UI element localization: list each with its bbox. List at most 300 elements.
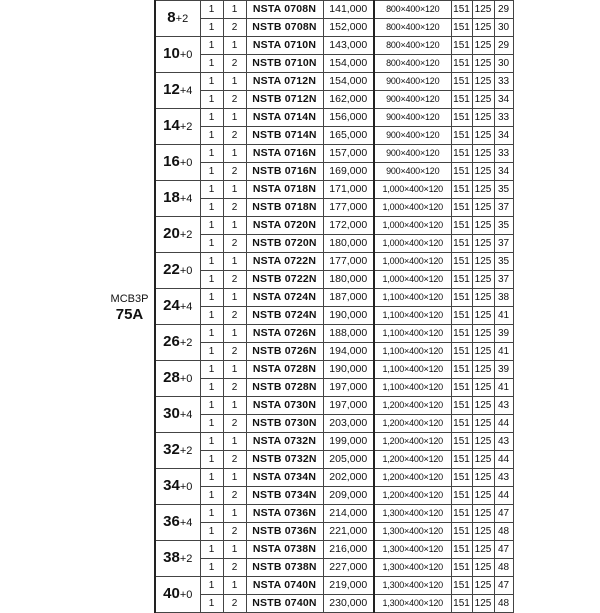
table-row [105, 397, 513, 415]
col-c3-cell: 48 [494, 559, 513, 577]
size-cell [155, 541, 200, 577]
size-suffix: +2 [179, 553, 193, 565]
col-a-cell: 1 [200, 253, 223, 271]
col-c1-cell: 151 [451, 325, 472, 343]
col-c2-cell: 125 [472, 289, 494, 307]
price-cell: 219,000 [323, 577, 374, 595]
size-value: 24 [163, 297, 180, 314]
col-c3-cell: 29 [494, 37, 513, 55]
group-amperage: 75A [115, 305, 144, 323]
col-c1-cell: 151 [451, 559, 472, 577]
col-b-cell: 1 [223, 253, 246, 271]
col-c2-cell: 125 [472, 541, 494, 559]
size-value: 10 [163, 45, 180, 62]
col-b-cell: 2 [223, 487, 246, 505]
size-cell [155, 37, 200, 73]
col-c3-cell: 35 [494, 181, 513, 199]
col-c2-cell: 125 [472, 325, 494, 343]
size-cell [155, 289, 200, 325]
model-code-cell: NSTB 0718N [246, 199, 323, 217]
col-b-cell: 1 [223, 397, 246, 415]
col-b-cell: 2 [223, 91, 246, 109]
model-code-cell: NSTA 0724N [246, 289, 323, 307]
col-a-cell: 1 [200, 469, 223, 487]
col-c3-cell: 35 [494, 217, 513, 235]
size-cell [155, 253, 200, 289]
size-suffix: +4 [179, 85, 193, 97]
col-c1-cell: 151 [451, 415, 472, 433]
col-c2-cell: 125 [472, 433, 494, 451]
price-cell: 194,000 [323, 343, 374, 361]
dimensions-cell: 1,100×400×120 [374, 289, 451, 307]
col-c2-cell: 125 [472, 505, 494, 523]
dimensions-cell: 900×400×120 [374, 109, 451, 127]
col-a-cell: 1 [200, 289, 223, 307]
col-a-cell: 1 [200, 325, 223, 343]
price-cell: 190,000 [323, 307, 374, 325]
col-c2-cell: 125 [472, 55, 494, 73]
size-cell [155, 73, 200, 109]
dimensions-cell: 1,000×400×120 [374, 235, 451, 253]
col-c2-cell: 125 [472, 523, 494, 541]
price-cell: 172,000 [323, 217, 374, 235]
col-c3-cell: 44 [494, 451, 513, 469]
dimensions-cell: 1,000×400×120 [374, 217, 451, 235]
size-suffix: +2 [179, 121, 193, 133]
table-row [105, 145, 513, 163]
col-a-cell: 1 [200, 235, 223, 253]
col-c1-cell: 151 [451, 217, 472, 235]
col-c3-cell: 47 [494, 541, 513, 559]
size-value: 18 [163, 189, 180, 206]
size-suffix: +4 [179, 301, 193, 313]
table-row [105, 469, 513, 487]
dimensions-cell: 1,100×400×120 [374, 379, 451, 397]
col-c3-cell: 41 [494, 343, 513, 361]
price-cell: 180,000 [323, 235, 374, 253]
col-c1-cell: 151 [451, 271, 472, 289]
price-cell: 188,000 [323, 325, 374, 343]
col-a-cell: 1 [200, 109, 223, 127]
table-row [105, 37, 513, 55]
size-suffix: +0 [179, 589, 193, 601]
col-c3-cell: 33 [494, 73, 513, 91]
col-c1-cell: 151 [451, 577, 472, 595]
dimensions-cell: 1,000×400×120 [374, 253, 451, 271]
model-code-cell: NSTB 0712N [246, 91, 323, 109]
col-b-cell: 1 [223, 289, 246, 307]
dimensions-cell: 1,200×400×120 [374, 469, 451, 487]
size-suffix: +0 [179, 481, 193, 493]
col-c2-cell: 125 [472, 469, 494, 487]
col-c1-cell: 151 [451, 469, 472, 487]
price-cell: 141,000 [323, 1, 374, 19]
col-b-cell: 1 [223, 145, 246, 163]
col-c3-cell: 43 [494, 469, 513, 487]
col-c2-cell: 125 [472, 559, 494, 577]
col-b-cell: 1 [223, 217, 246, 235]
model-code-cell: NSTB 0722N [246, 271, 323, 289]
dimensions-cell: 1,000×400×120 [374, 199, 451, 217]
col-a-cell: 1 [200, 397, 223, 415]
model-code-cell: NSTB 0734N [246, 487, 323, 505]
col-c3-cell: 34 [494, 127, 513, 145]
col-c3-cell: 47 [494, 577, 513, 595]
dimensions-cell: 1,300×400×120 [374, 523, 451, 541]
size-cell [155, 577, 200, 613]
size-value: 22 [163, 261, 180, 278]
col-c2-cell: 125 [472, 19, 494, 37]
model-code-cell: NSTB 0738N [246, 559, 323, 577]
price-cell: 165,000 [323, 127, 374, 145]
col-c3-cell: 30 [494, 55, 513, 73]
col-a-cell: 1 [200, 73, 223, 91]
col-c1-cell: 151 [451, 127, 472, 145]
col-c2-cell: 125 [472, 343, 494, 361]
dimensions-cell: 800×400×120 [374, 19, 451, 37]
col-c1-cell: 151 [451, 199, 472, 217]
col-b-cell: 1 [223, 37, 246, 55]
col-c1-cell: 151 [451, 541, 472, 559]
dimensions-cell: 900×400×120 [374, 127, 451, 145]
size-suffix: +2 [179, 229, 193, 241]
col-b-cell: 1 [223, 433, 246, 451]
size-value: 14 [163, 117, 180, 134]
spec-table-sheet [105, 0, 513, 609]
price-cell: 162,000 [323, 91, 374, 109]
size-value: 30 [163, 405, 180, 422]
col-c3-cell: 41 [494, 307, 513, 325]
col-c2-cell: 125 [472, 487, 494, 505]
col-a-cell: 1 [200, 487, 223, 505]
size-suffix: +4 [179, 193, 193, 205]
col-c1-cell: 151 [451, 73, 472, 91]
size-value: 32 [163, 441, 180, 458]
col-c1-cell: 151 [451, 55, 472, 73]
dimensions-cell: 1,300×400×120 [374, 541, 451, 559]
spec-table [105, 0, 514, 613]
col-c1-cell: 151 [451, 343, 472, 361]
price-cell: 197,000 [323, 379, 374, 397]
dimensions-cell: 1,100×400×120 [374, 307, 451, 325]
table-row [105, 109, 513, 127]
table-row [105, 289, 513, 307]
col-c3-cell: 35 [494, 253, 513, 271]
price-cell: 203,000 [323, 415, 374, 433]
col-a-cell: 1 [200, 1, 223, 19]
size-cell [155, 181, 200, 217]
col-c2-cell: 125 [472, 181, 494, 199]
col-c1-cell: 151 [451, 1, 472, 19]
col-c3-cell: 39 [494, 361, 513, 379]
col-a-cell: 1 [200, 433, 223, 451]
dimensions-cell: 1,300×400×120 [374, 559, 451, 577]
col-c1-cell: 151 [451, 433, 472, 451]
size-cell [155, 1, 200, 37]
price-cell: 197,000 [323, 397, 374, 415]
model-code-cell: NSTA 0726N [246, 325, 323, 343]
col-c2-cell: 125 [472, 361, 494, 379]
dimensions-cell: 1,100×400×120 [374, 325, 451, 343]
dimensions-cell: 800×400×120 [374, 1, 451, 19]
size-suffix: +4 [179, 409, 193, 421]
price-cell: 187,000 [323, 289, 374, 307]
col-c3-cell: 29 [494, 1, 513, 19]
col-c3-cell: 44 [494, 415, 513, 433]
col-c3-cell: 48 [494, 523, 513, 541]
col-c2-cell: 125 [472, 415, 494, 433]
price-cell: 216,000 [323, 541, 374, 559]
col-a-cell: 1 [200, 559, 223, 577]
col-c3-cell: 33 [494, 109, 513, 127]
col-b-cell: 1 [223, 325, 246, 343]
size-suffix: +0 [179, 157, 193, 169]
col-c1-cell: 151 [451, 163, 472, 181]
size-suffix: +2 [179, 445, 193, 457]
size-suffix: +2 [179, 337, 193, 349]
col-b-cell: 2 [223, 343, 246, 361]
price-cell: 171,000 [323, 181, 374, 199]
dimensions-cell: 1,200×400×120 [374, 487, 451, 505]
col-c1-cell: 151 [451, 145, 472, 163]
col-a-cell: 1 [200, 271, 223, 289]
col-c1-cell: 151 [451, 451, 472, 469]
col-b-cell: 2 [223, 451, 246, 469]
col-c1-cell: 151 [451, 307, 472, 325]
col-b-cell: 1 [223, 1, 246, 19]
col-a-cell: 1 [200, 217, 223, 235]
col-b-cell: 2 [223, 523, 246, 541]
table-row [105, 1, 513, 19]
dimensions-cell: 800×400×120 [374, 37, 451, 55]
dimensions-cell: 900×400×120 [374, 91, 451, 109]
size-value: 16 [163, 153, 180, 170]
col-c3-cell: 37 [494, 199, 513, 217]
model-code-cell: NSTA 0736N [246, 505, 323, 523]
dimensions-cell: 900×400×120 [374, 73, 451, 91]
col-a-cell: 1 [200, 415, 223, 433]
group-label-cell [105, 1, 155, 613]
col-c2-cell: 125 [472, 235, 494, 253]
model-code-cell: NSTA 0738N [246, 541, 323, 559]
table-row [105, 217, 513, 235]
model-code-cell: NSTA 0728N [246, 361, 323, 379]
col-b-cell: 2 [223, 415, 246, 433]
price-cell: 157,000 [323, 145, 374, 163]
col-c1-cell: 151 [451, 289, 472, 307]
col-a-cell: 1 [200, 127, 223, 145]
col-a-cell: 1 [200, 343, 223, 361]
model-code-cell: NSTB 0726N [246, 343, 323, 361]
col-c1-cell: 151 [451, 487, 472, 505]
col-c1-cell: 151 [451, 181, 472, 199]
dimensions-cell: 900×400×120 [374, 163, 451, 181]
table-row [105, 505, 513, 523]
col-a-cell: 1 [200, 19, 223, 37]
price-cell: 143,000 [323, 37, 374, 55]
col-c1-cell: 151 [451, 109, 472, 127]
size-value: 28 [163, 369, 180, 386]
col-c2-cell: 125 [472, 307, 494, 325]
col-a-cell: 1 [200, 145, 223, 163]
col-c3-cell: 34 [494, 163, 513, 181]
col-a-cell: 1 [200, 181, 223, 199]
model-code-cell: NSTB 0716N [246, 163, 323, 181]
size-suffix: +4 [179, 517, 193, 529]
col-c1-cell: 151 [451, 253, 472, 271]
col-c3-cell: 39 [494, 325, 513, 343]
col-c3-cell: 34 [494, 91, 513, 109]
col-b-cell: 2 [223, 559, 246, 577]
price-cell: 169,000 [323, 163, 374, 181]
size-suffix: +0 [179, 265, 193, 277]
col-b-cell: 2 [223, 235, 246, 253]
model-code-cell: NSTB 0730N [246, 415, 323, 433]
price-cell: 154,000 [323, 73, 374, 91]
col-c1-cell: 151 [451, 523, 472, 541]
col-c2-cell: 125 [472, 397, 494, 415]
price-cell: 177,000 [323, 253, 374, 271]
col-c1-cell: 151 [451, 19, 472, 37]
size-cell [155, 325, 200, 361]
model-code-cell: NSTA 0730N [246, 397, 323, 415]
dimensions-cell: 1,200×400×120 [374, 451, 451, 469]
col-a-cell: 1 [200, 55, 223, 73]
price-cell: 199,000 [323, 433, 374, 451]
col-c2-cell: 125 [472, 217, 494, 235]
model-code-cell: NSTB 0732N [246, 451, 323, 469]
model-code-cell: NSTB 0720N [246, 235, 323, 253]
col-c2-cell: 125 [472, 145, 494, 163]
price-cell: 202,000 [323, 469, 374, 487]
col-c2-cell: 125 [472, 253, 494, 271]
col-a-cell: 1 [200, 307, 223, 325]
col-b-cell: 1 [223, 181, 246, 199]
col-c3-cell: 37 [494, 271, 513, 289]
price-cell: 177,000 [323, 199, 374, 217]
col-c1-cell: 151 [451, 379, 472, 397]
table-row [105, 253, 513, 271]
col-c2-cell: 125 [472, 163, 494, 181]
col-c2-cell: 125 [472, 379, 494, 397]
col-c2-cell: 125 [472, 73, 494, 91]
size-cell [155, 469, 200, 505]
col-a-cell: 1 [200, 505, 223, 523]
price-cell: 156,000 [323, 109, 374, 127]
col-a-cell: 1 [200, 361, 223, 379]
col-c3-cell: 48 [494, 595, 513, 613]
col-b-cell: 2 [223, 307, 246, 325]
size-value: 36 [163, 513, 180, 530]
col-c2-cell: 125 [472, 577, 494, 595]
col-c3-cell: 33 [494, 145, 513, 163]
col-b-cell: 2 [223, 595, 246, 613]
col-b-cell: 2 [223, 127, 246, 145]
model-code-cell: NSTA 0708N [246, 1, 323, 19]
size-value: 26 [163, 333, 180, 350]
col-b-cell: 2 [223, 55, 246, 73]
col-b-cell: 1 [223, 469, 246, 487]
col-b-cell: 1 [223, 541, 246, 559]
price-cell: 230,000 [323, 595, 374, 613]
col-c3-cell: 38 [494, 289, 513, 307]
dimensions-cell: 1,000×400×120 [374, 271, 451, 289]
col-c2-cell: 125 [472, 199, 494, 217]
price-cell: 180,000 [323, 271, 374, 289]
col-c3-cell: 43 [494, 433, 513, 451]
col-b-cell: 2 [223, 163, 246, 181]
col-a-cell: 1 [200, 91, 223, 109]
size-cell [155, 361, 200, 397]
price-cell: 221,000 [323, 523, 374, 541]
col-b-cell: 1 [223, 505, 246, 523]
col-a-cell: 1 [200, 199, 223, 217]
size-cell [155, 397, 200, 433]
dimensions-cell: 1,100×400×120 [374, 343, 451, 361]
size-suffix: +0 [179, 49, 193, 61]
model-code-cell: NSTB 0736N [246, 523, 323, 541]
model-code-cell: NSTB 0710N [246, 55, 323, 73]
size-value: 34 [163, 477, 180, 494]
col-c3-cell: 30 [494, 19, 513, 37]
col-c1-cell: 151 [451, 361, 472, 379]
size-cell [155, 109, 200, 145]
col-c2-cell: 125 [472, 271, 494, 289]
col-a-cell: 1 [200, 163, 223, 181]
price-cell: 214,000 [323, 505, 374, 523]
col-c3-cell: 37 [494, 235, 513, 253]
model-code-cell: NSTA 0734N [246, 469, 323, 487]
dimensions-cell: 1,100×400×120 [374, 361, 451, 379]
model-code-cell: NSTA 0710N [246, 37, 323, 55]
col-c1-cell: 151 [451, 37, 472, 55]
col-a-cell: 1 [200, 577, 223, 595]
col-a-cell: 1 [200, 451, 223, 469]
dimensions-cell: 900×400×120 [374, 145, 451, 163]
table-row [105, 325, 513, 343]
col-b-cell: 1 [223, 361, 246, 379]
spec-table-body [105, 1, 513, 613]
col-c2-cell: 125 [472, 127, 494, 145]
size-value: 38 [163, 549, 180, 566]
dimensions-cell: 1,000×400×120 [374, 181, 451, 199]
price-cell: 190,000 [323, 361, 374, 379]
col-c3-cell: 44 [494, 487, 513, 505]
table-row [105, 361, 513, 379]
size-cell [155, 145, 200, 181]
size-value: 8 [167, 9, 176, 26]
dimensions-cell: 1,200×400×120 [374, 397, 451, 415]
col-b-cell: 1 [223, 109, 246, 127]
col-b-cell: 1 [223, 577, 246, 595]
price-cell: 205,000 [323, 451, 374, 469]
model-code-cell: NSTA 0712N [246, 73, 323, 91]
col-b-cell: 2 [223, 199, 246, 217]
table-row [105, 73, 513, 91]
col-a-cell: 1 [200, 37, 223, 55]
col-c2-cell: 125 [472, 595, 494, 613]
col-c1-cell: 151 [451, 91, 472, 109]
table-row [105, 577, 513, 595]
col-c1-cell: 151 [451, 595, 472, 613]
table-row [105, 433, 513, 451]
model-code-cell: NSTB 0708N [246, 19, 323, 37]
model-code-cell: NSTA 0714N [246, 109, 323, 127]
size-value: 12 [163, 81, 180, 98]
col-c2-cell: 125 [472, 1, 494, 19]
col-c3-cell: 41 [494, 379, 513, 397]
col-b-cell: 2 [223, 19, 246, 37]
